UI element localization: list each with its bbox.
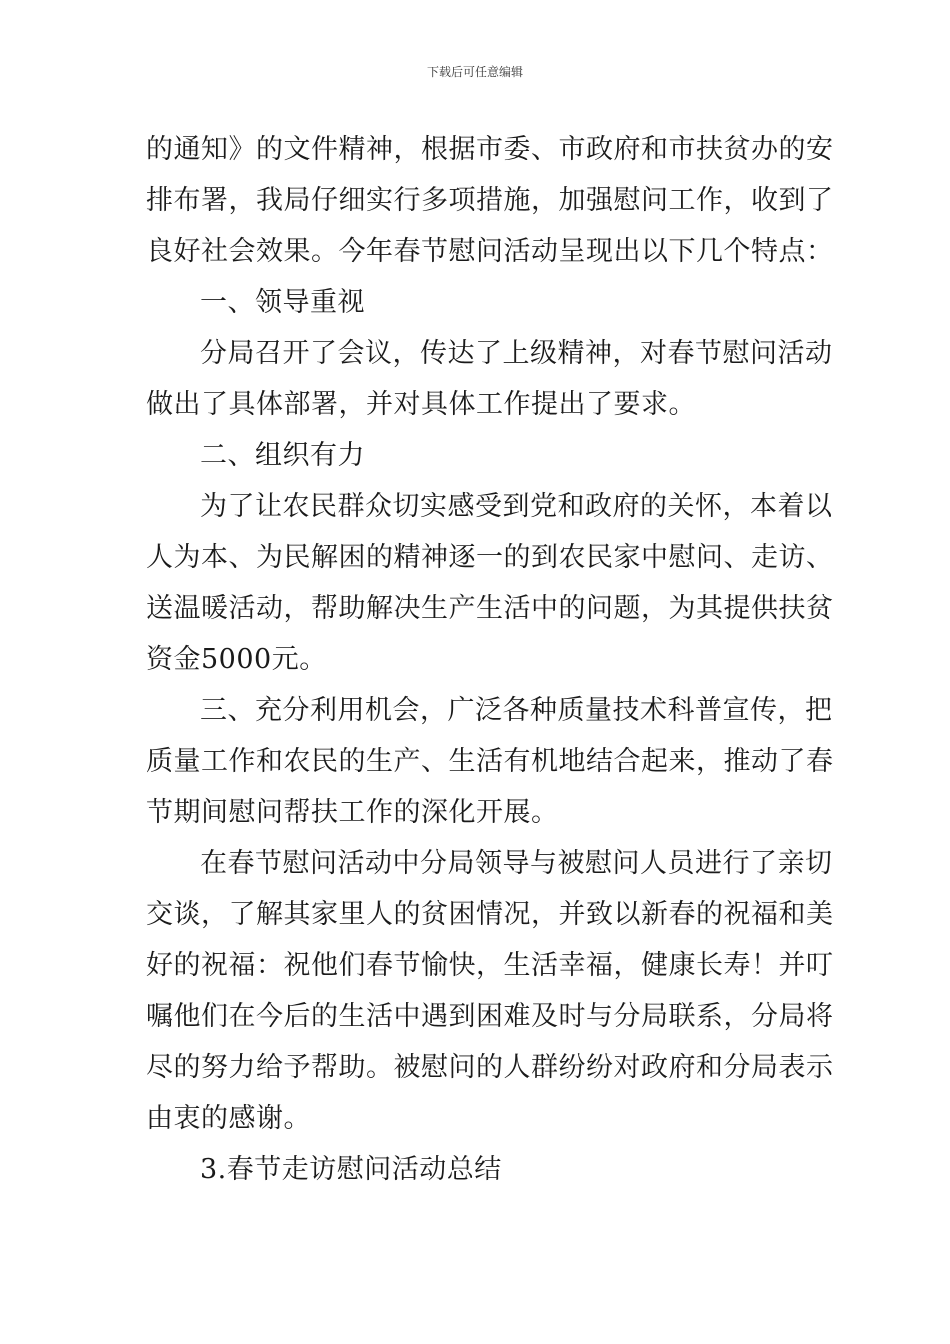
document-body — [146, 124, 834, 1195]
body-line: 节期间慰问帮扶工作的深化开展。 — [146, 797, 559, 828]
section-heading: 二、组织有力 — [200, 440, 365, 471]
body-line: 分局召开了会议，传达了上级精神，对春节慰问活动 — [200, 338, 833, 369]
page-header: 下载后可任意编辑 — [426, 65, 523, 79]
section-heading: 3.春节走访慰问活动总结 — [200, 1154, 502, 1185]
body-line: 人为本、为民解困的精神逐一的到农民家中慰问、走访、 — [146, 542, 834, 573]
body-line: 做出了具体部署，并对具体工作提出了要求。 — [146, 389, 696, 420]
body-line: 交谈，了解其家里人的贫困情况，并致以新春的祝福和美 — [146, 899, 834, 930]
body-line: 质量工作和农民的生产、生活有机地结合起来，推动了春 — [146, 746, 834, 777]
body-line: 好的祝福：祝他们春节愉快，生活幸福，健康长寿！并叮 — [146, 950, 834, 981]
body-line: 资金5000元。 — [146, 644, 327, 675]
section-heading: 三、充分利用机会，广泛各种质量技术科普宣传，把 — [200, 695, 833, 726]
body-line: 为了让农民群众切实感受到党和政府的关怀，本着以 — [200, 491, 833, 522]
body-line: 排布署，我局仔细实行多项措施，加强慰问工作，收到了 — [146, 185, 834, 216]
body-line: 嘱他们在今后的生活中遇到困难及时与分局联系，分局将 — [146, 1001, 834, 1032]
section-heading: 一、领导重视 — [200, 287, 365, 318]
body-line: 在春节慰问活动中分局领导与被慰问人员进行了亲切 — [200, 848, 833, 879]
body-line: 尽的努力给予帮助。被慰问的人群纷纷对政府和分局表示 — [146, 1052, 834, 1083]
body-line: 由衷的感谢。 — [146, 1103, 311, 1134]
body-line: 良好社会效果。今年春节慰问活动呈现出以下几个特点： — [146, 236, 834, 267]
body-line: 送温暖活动，帮助解决生产生活中的问题，为其提供扶贫 — [146, 593, 834, 624]
body-line: 的通知》的文件精神，根据市委、市政府和市扶贫办的安 — [146, 134, 834, 165]
